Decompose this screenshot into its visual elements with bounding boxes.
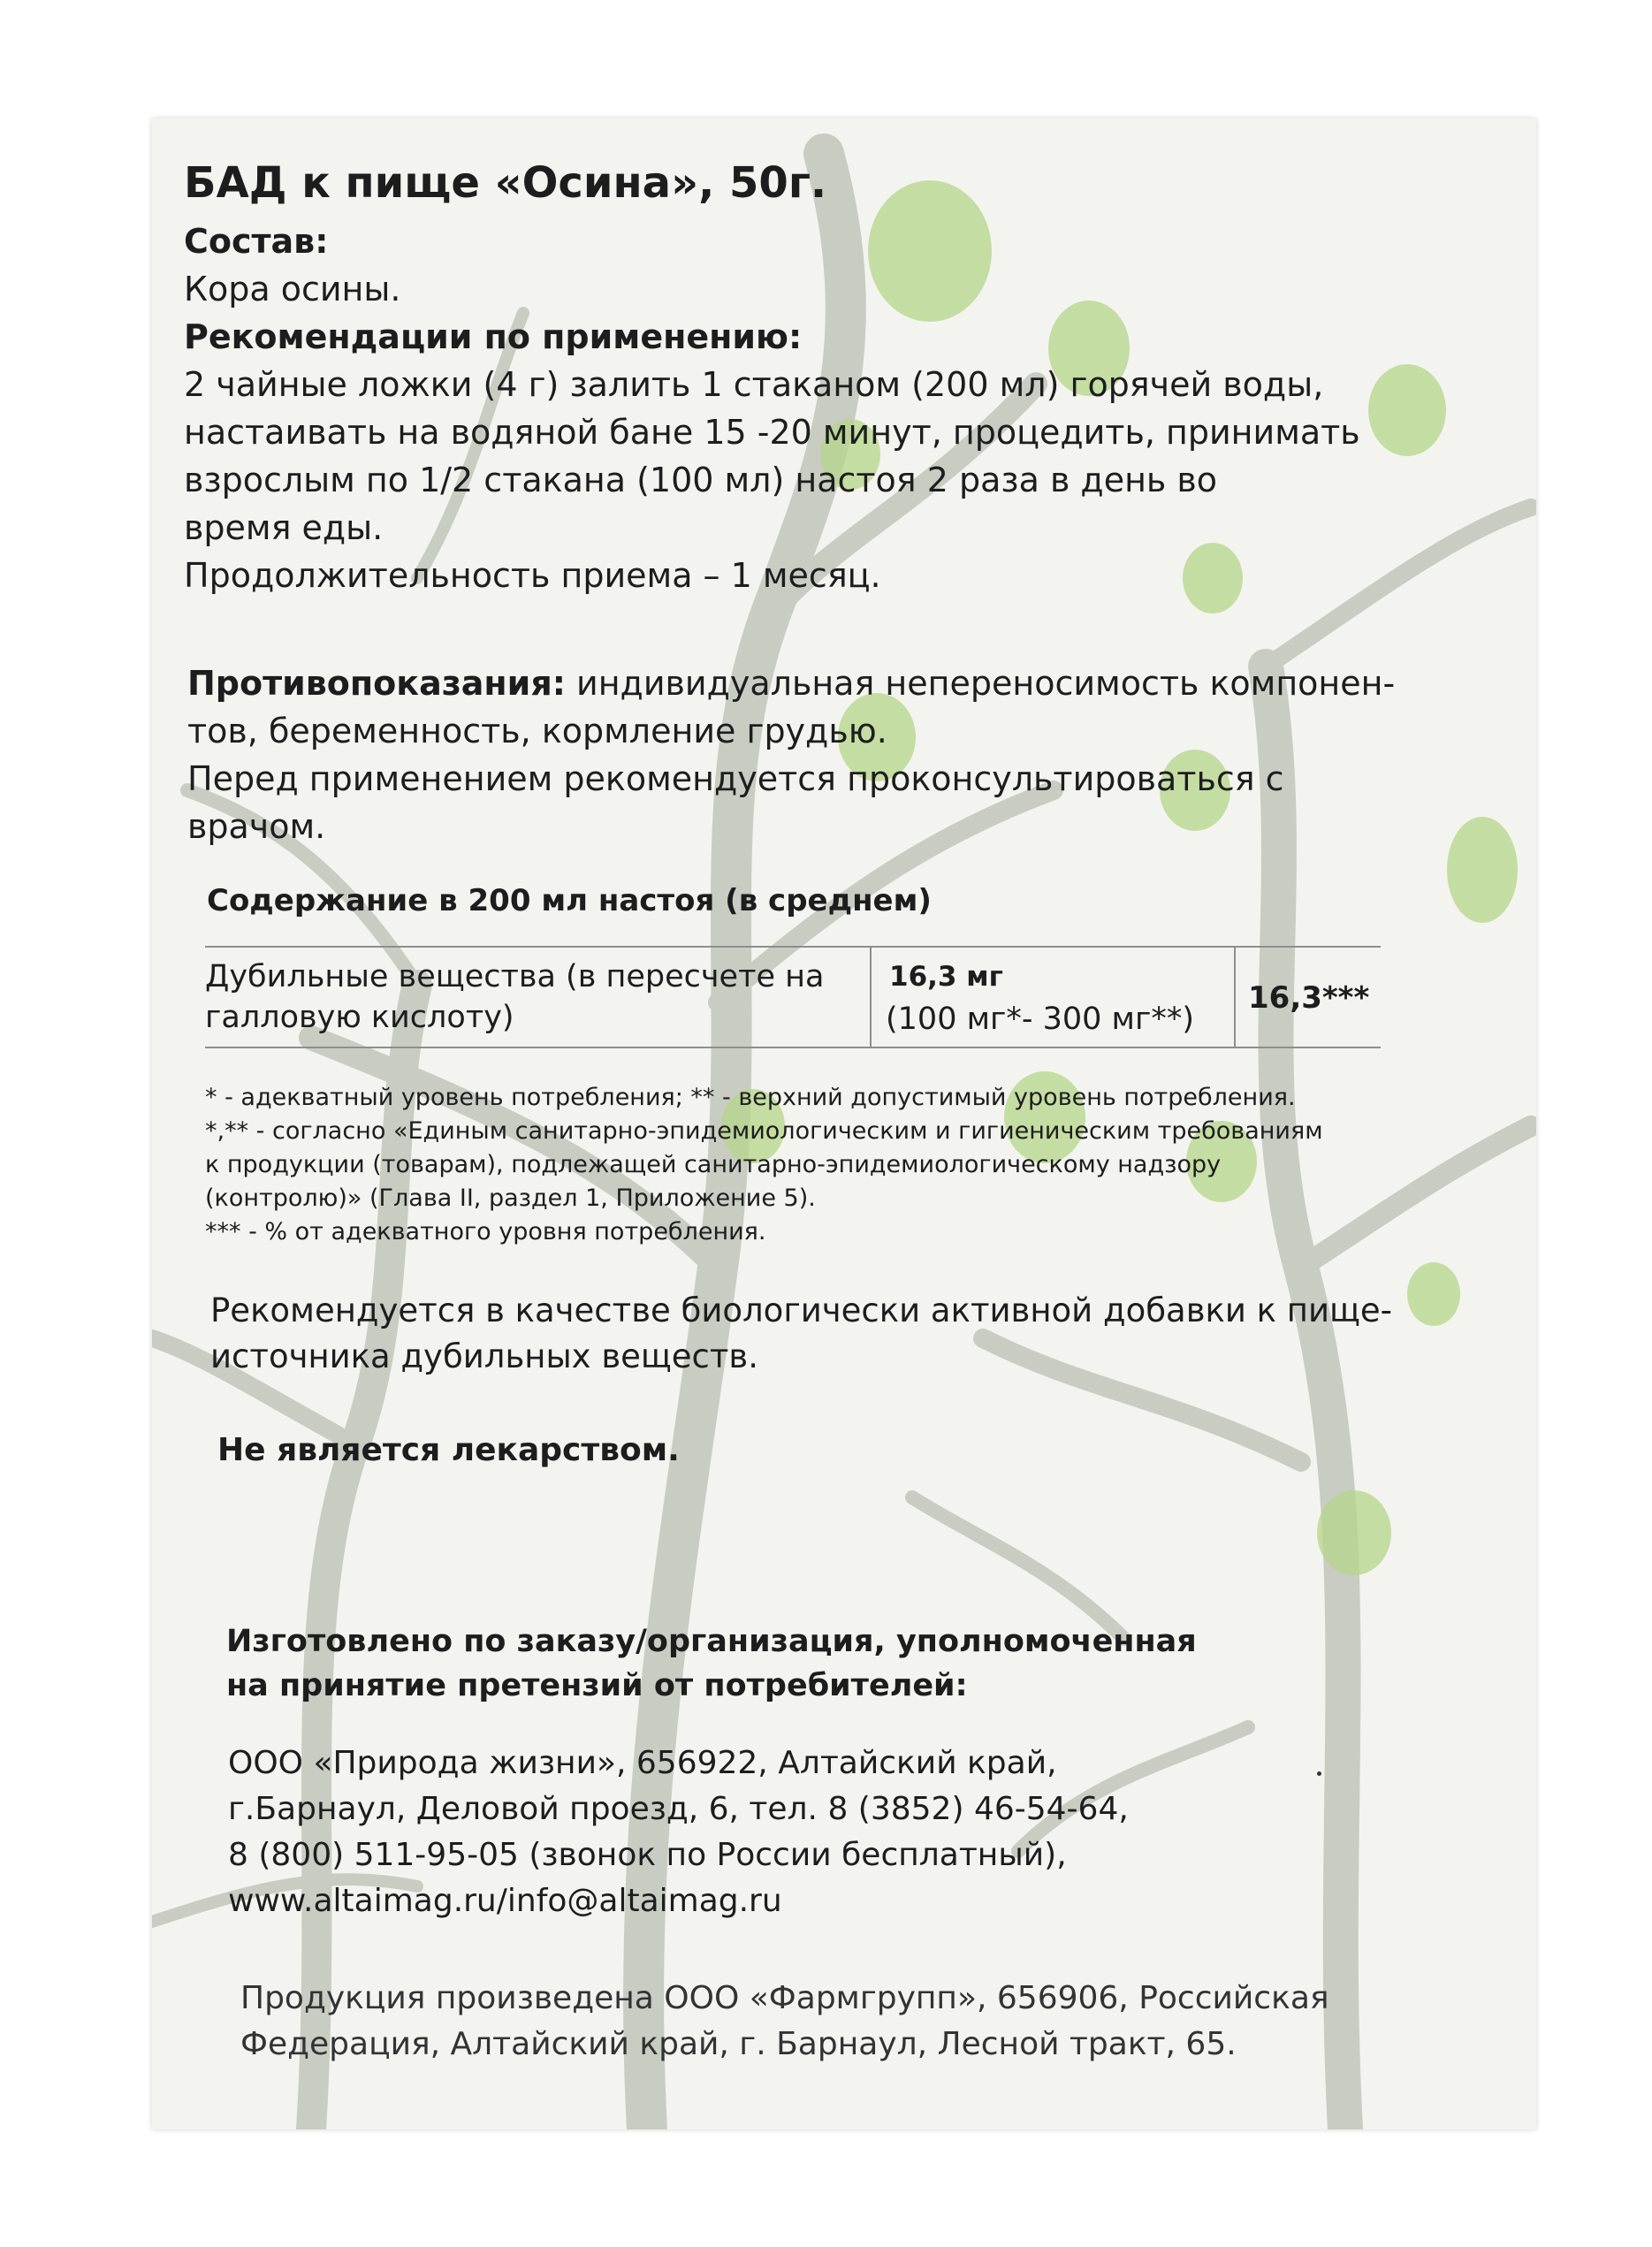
contraindications-heading: Противопоказания: <box>187 664 566 703</box>
producer-line: Федерация, Алтайский край, г. Барнаул, Лесной тракт, 65. <box>240 2026 1237 2062</box>
manufacturer-address: ООО «Природа жизни», 656922, Алтайский край, <box>228 1745 1057 1781</box>
print-speck <box>1317 1771 1321 1776</box>
footnote: *** - % от адекватного уровня потребления. <box>205 1218 766 1245</box>
label-card <box>152 118 1536 2129</box>
table-column-divider <box>1234 946 1236 1048</box>
usage-line: время еды. <box>184 508 384 547</box>
recommendation-line: Рекомендуется в качестве биологически активной добавки к пище- <box>210 1291 1392 1329</box>
contraindications-line-1 <box>187 663 1395 704</box>
consultation-line: Перед применением рекомендуется проконсультироваться с <box>187 759 1284 798</box>
producer-line: Продукция произведена ООО «Фармгрупп», 656906, Российская <box>240 1980 1329 2016</box>
footnote: * - адекватный уровень потребления; ** - верхний допустимый уровень потребления. <box>205 1084 1296 1111</box>
footnote: к продукции (товарам), подлежащей санитарно-эпидемиологическому надзору <box>205 1151 1222 1178</box>
composition-text: Кора осины. <box>184 270 401 308</box>
usage-heading: Рекомендации по применению: <box>184 317 803 356</box>
table-cell-substance: галловую кислоту) <box>205 1000 514 1035</box>
table-heading: Содержание в 200 мл настоя (в среднем) <box>207 883 932 918</box>
table-bottom-border <box>205 1047 1381 1048</box>
table-cell-substance: Дубильные вещества (в пересчете на <box>205 959 825 994</box>
usage-line: взрослым по 1/2 стакана (100 мл) настоя 2 раза в день во <box>184 461 1218 499</box>
table-cell-range: (100 мг*- 300 мг**) <box>886 1002 1195 1037</box>
contraindications-line: тов, беременность, кормление грудью. <box>187 712 887 750</box>
footnote: (контролю)» (Глава II, раздел 1, Приложение 5). <box>205 1184 816 1212</box>
usage-line: 2 чайные ложки (4 г) залить 1 стаканом (200 мл) горячей воды, <box>184 365 1324 404</box>
footnote: *,** - согласно «Единым санитарно-эпидемиологическим и гигиеническим требованиям <box>205 1117 1323 1145</box>
recommendation-line: источника дубильных веществ. <box>210 1337 758 1375</box>
not-medicine-notice: Не является лекарством. <box>217 1432 680 1468</box>
usage-duration: Продолжительность приема – 1 месяц. <box>184 556 881 595</box>
table-column-divider <box>870 946 872 1048</box>
table-top-border <box>205 946 1381 948</box>
composition-heading: Состав: <box>184 222 329 261</box>
consultation-line: врачом. <box>187 807 326 846</box>
label-text-content <box>152 118 1536 2129</box>
contraindications-text: индивидуальная непереносимость компонен- <box>565 664 1396 703</box>
product-title: БАД к пище «Осина», 50г. <box>184 158 827 208</box>
usage-line: настаивать на водяной бане 15 -20 минут, процедить, принимать <box>184 413 1360 452</box>
table-cell-amount: 16,3 мг <box>889 961 1003 993</box>
manufacturer-heading: Изготовлено по заказу/организация, уполномоченная <box>226 1624 1197 1659</box>
table-cell-percent: 16,3*** <box>1248 980 1370 1016</box>
manufacturer-heading: на принятие претензий от потребителей: <box>226 1668 968 1703</box>
manufacturer-address: г.Барнаул, Деловой проезд, 6, тел. 8 (3852) 46-54-64, <box>228 1791 1129 1827</box>
manufacturer-phone: 8 (800) 511-95-05 (звонок по России бесплатный), <box>228 1837 1067 1873</box>
manufacturer-website: www.altaimag.ru/info@altaimag.ru <box>228 1883 782 1919</box>
